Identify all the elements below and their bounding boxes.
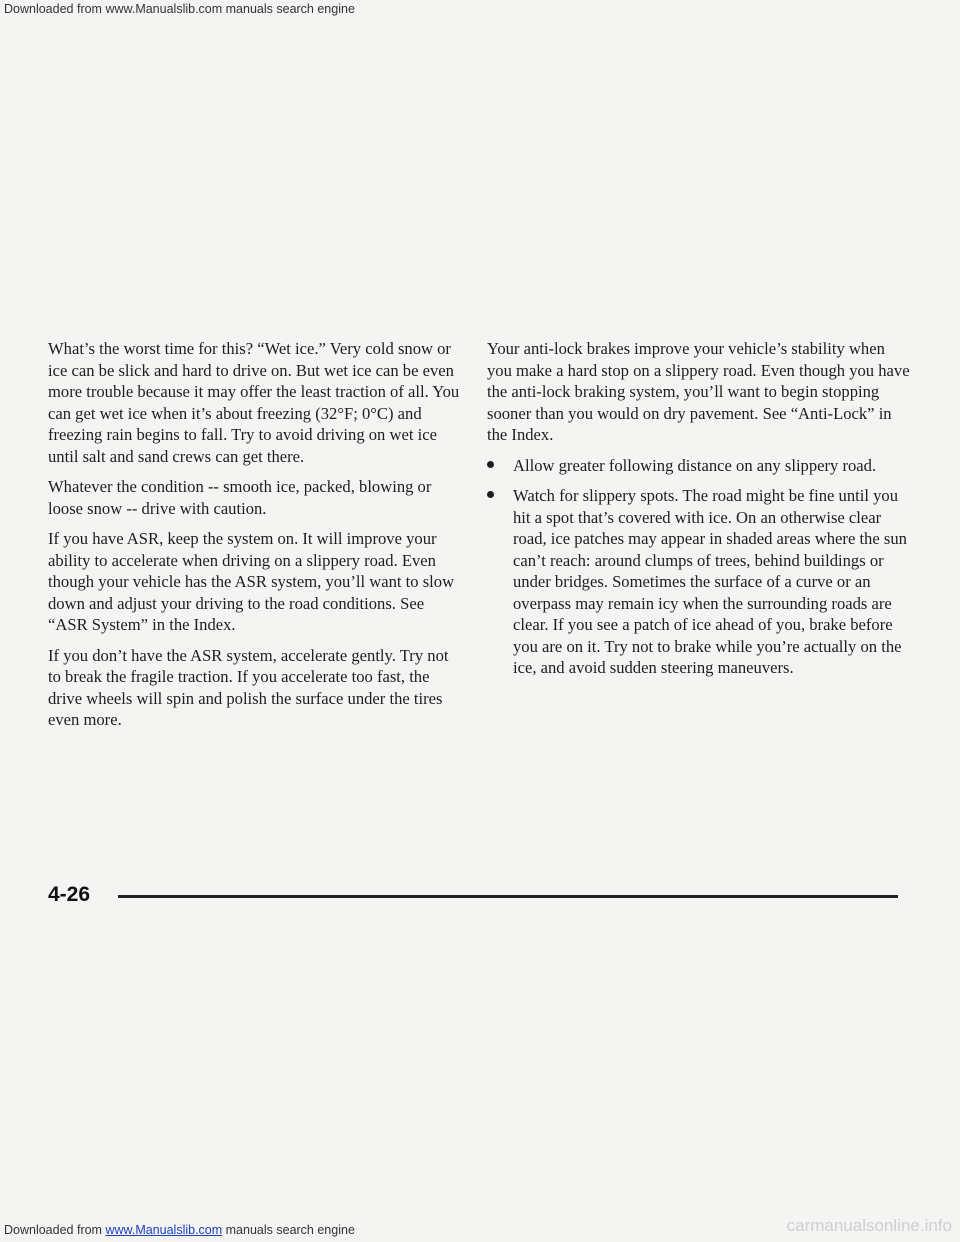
- page-footer: [48, 883, 898, 907]
- right-column: [487, 338, 912, 688]
- footer-rule: [118, 895, 898, 898]
- download-watermark-top: [4, 2, 355, 16]
- download-watermark-bottom: [4, 1223, 355, 1237]
- paragraph-anti-lock-brakes: Your anti-lock brakes improve your vehicle’s stability when you make a hard stop on a slippery road. Even though you have the anti-lock braking system, you’ll want to begin stopping sooner than you would on dry pavement. See “Anti-Lock” in the Index.: [487, 339, 910, 444]
- page-number: 4-26: [48, 883, 91, 906]
- watermark-bottom-link[interactable]: www.Manualslib.com: [105, 1223, 223, 1237]
- paragraph-asr-on: If you have ASR, keep the system on. It will improve your ability to accelerate when driving on a slippery road. Even though your vehicle has the ASR system, you’ll want to slow down and adjust your driving to the road conditions. See “ASR System” in the Index.: [48, 529, 455, 634]
- list-item-text: Watch for slippery spots. The road might be fine until you hit a spot that’s covered with ice. On an otherwise clear road, ice patches may appear in shaded areas where the sun can’t reach: around clumps of trees, behind buildings or under bridges. Sometimes the surface of a curve or an overpass may remain icy when the surrounding roads are clear. If you see a patch of ice ahead of you, brake before you are on it. Try not to brake while you’re actually on the ice, and avoid sudden steering maneuvers.: [513, 486, 907, 677]
- paragraph-wet-ice: What’s the worst time for this? “Wet ice.” Very cold snow or ice can be slick and hard to drive on. But wet ice can be even more trouble because it may offer the least traction of all. You can get wet ice when it’s about freezing (32°F; 0°C) and freezing rain begins to fall. Try to avoid driving on wet ice until salt and sand crews can get there.: [48, 339, 460, 466]
- list-item-text: Allow greater following distance on any slippery road.: [513, 455, 877, 475]
- watermark-bottom-suffix: manuals search engine: [222, 1223, 355, 1237]
- bullet-icon: [487, 461, 494, 468]
- watermark-top-link[interactable]: www.Manualslib.com: [105, 2, 223, 16]
- watermark-top-prefix: Downloaded from: [4, 2, 106, 16]
- left-column: [48, 338, 460, 740]
- safety-tips-list: [487, 455, 912, 679]
- paragraph-no-asr: If you don’t have the ASR system, accelerate gently. Try not to break the fragile traction. If you accelerate too fast, the drive wheels will spin and polish the surface under the tires even more.: [48, 645, 449, 729]
- site-watermark: carmanualsonline.info: [786, 1216, 952, 1235]
- list-item: [487, 455, 912, 477]
- list-item: [487, 485, 912, 679]
- watermark-top-suffix: manuals search engine: [222, 2, 355, 16]
- paragraph-drive-with-caution: Whatever the condition -- smooth ice, packed, blowing or loose snow -- drive with caution.: [48, 477, 432, 518]
- bullet-icon: [487, 491, 494, 498]
- watermark-bottom-prefix: Downloaded from: [4, 1223, 106, 1237]
